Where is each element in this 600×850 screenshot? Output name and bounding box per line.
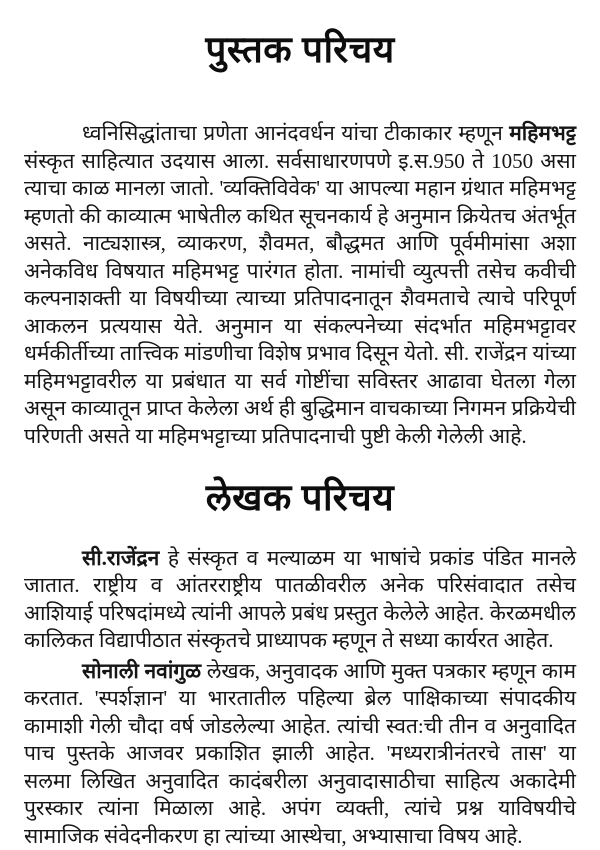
author-navangul-text: लेखक, अनुवादक आणि मुक्त पत्रकार म्हणून काम करतात. 'स्पर्शज्ञान' या भारतातील पहिल्या ब्रेल पाक्षिकाच्या संपादकीय कामाशी गेली चौदा वर्ष जोडलेल्या आहेत. त्यांची स्वत:ची तीन व अनुवादित पाच पुस्तके आजवर प्रकाशित झाली आहेत. 'मध्यरात्रीनंतरचे तास' या सलमा लिखित अनुवादित कादंबरीला अनुवादासाठीचा साहित्य अकादेमी पुरस्कार त्यांना मिळाला आहे. अपंग व्यक्ती, त्यांचे प्रश्न याविषयीचे सामाजिक संवेदनीकरण हा त्यांच्या आस्थेचा, अभ्यासाचा विषय आहे. bbox=[24, 659, 576, 848]
paragraph-book-intro bbox=[24, 120, 576, 450]
paragraph-author-rajendran bbox=[24, 545, 576, 655]
heading-author-intro: लेखक परिचय bbox=[0, 476, 600, 522]
author-name-sonali-navangul: सोनाली नवांगुळ bbox=[82, 659, 201, 683]
author-name-c-rajendran: सी.राजेंद्रन bbox=[82, 546, 159, 570]
paragraph-author-navangul bbox=[24, 658, 576, 850]
heading-book-intro: पुस्तक परिचय bbox=[0, 28, 600, 74]
book-intro-text-after-bold: संस्कृत साहित्यात उदयास आला. सर्वसाधारणपणे इ.स.950 ते 1050 असा त्याचा काळ मानला जातो. 'व्यक्तिविवेक' या आपल्या महान ग्रंथात महिमभट्ट म्हणतो की काव्यात्म भाषेतील कथित सूचनकार्य हे अनुमान क्रियेतच अंतर्भूत असते. नाट्यशास्त्र, व्याकरण, शैवमत, बौद्धमत आणि पूर्वमीमांसा अशा अनेकविध विषयात महिमभट्ट पारंगत होता. नामांची व्युत्पत्ती तसेच कवीची कल्पनाशक्ती या विषयीच्या त्याच्या प्रतिपादनातून शैवमताचे त्याचे परिपूर्ण आकलन प्रत्ययास येते. अनुमान या संकल्पनेच्या संदर्भात महिमभट्टावर धर्मकीर्तीच्या तात्त्विक मांडणीचा विशेष प्रभाव दिसून येतो. सी. राजेंद्रन यांच्या महिमभट्टावरील या प्रबंधात या सर्व गोष्टींचा सविस्तर आढावा घेतला गेला असून काव्यातून प्राप्त केलेला अर्थ ही बुद्धिमान वाचकाच्या निगमन प्रक्रियेची परिणती असते या महिमभट्टाच्या प्रतिपादनाची पुष्टी केली गेलेली आहे. bbox=[24, 149, 576, 448]
author-rajendran-text: हे संस्कृत व मल्याळम या भाषांचे प्रकांड पंडित मानले जातात. राष्ट्रीय व आंतरराष्ट्रीय पातळीवरील अनेक परिसंवादात तसेच आशियाई परिषदांमध्ये त्यांनी आपले प्रबंध प्रस्तुत केलेले आहेत. केरळमधील कालिकत विद्यापीठात संस्कृतचे प्राध्यापक म्हणून ते सध्या कार्यरत आहेत. bbox=[24, 546, 576, 653]
author-name-mahimabhatta: महिमभट्ट bbox=[509, 121, 576, 145]
book-intro-text-before-bold: ध्वनिसिद्धांताचा प्रणेता आनंदवर्धन यांचा टीकाकार म्हणून bbox=[82, 121, 509, 145]
